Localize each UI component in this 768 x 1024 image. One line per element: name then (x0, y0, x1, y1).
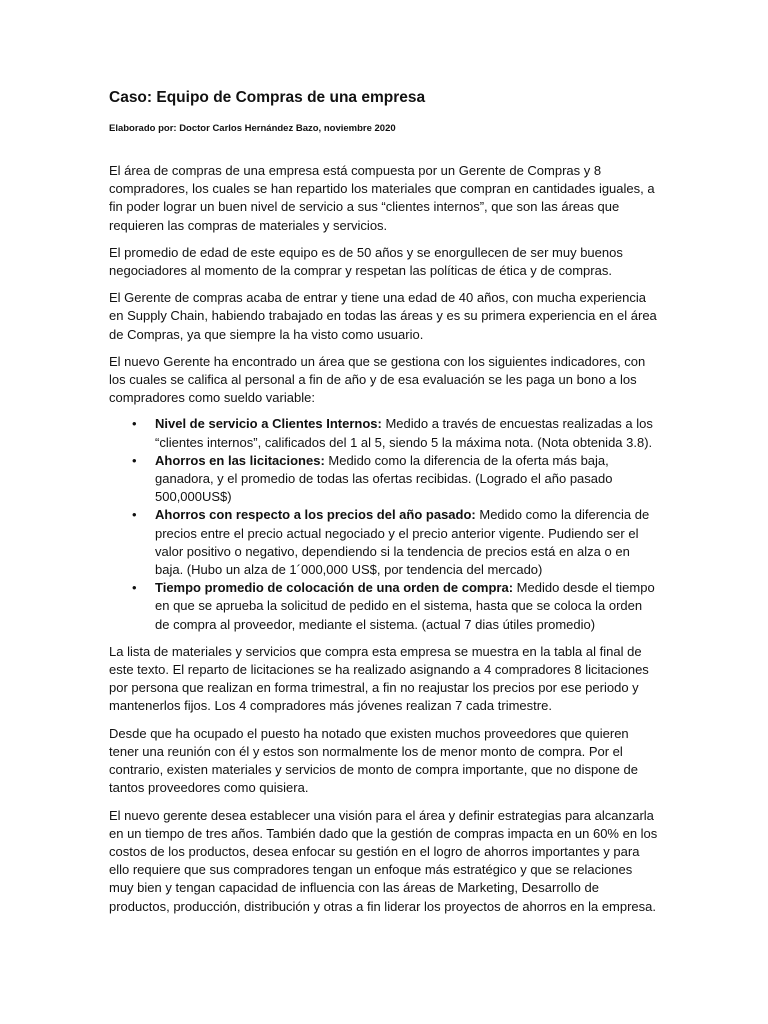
paragraph-after-2: Desde que ha ocupado el puesto ha notado que existen muchos proveedores que quieren tener una reunión con él y estos son normalmente los de menor monto de compra. Por el contrario, existen materiales y servicios de monto de compra importante, que no dispone de tantos proveedores como quisiera. (109, 725, 638, 796)
bullet-icon: • (132, 580, 137, 596)
indicator-list (109, 415, 660, 633)
author-line: Elaborado por: Doctor Carlos Hernández Bazo, noviembre 2020 (109, 123, 396, 134)
paragraph-intro-2: El promedio de edad de este equipo es de 50 años y se enorgullecen de ser muy buenos negociadores al momento de la comprar y respetan las políticas de ética y de compras. (109, 244, 623, 279)
paragraph-intro-1: El área de compras de una empresa está compuesta por un Gerente de Compras y 8 compradores, los cuales se han repartido los materiales que compran en cantidades iguales, a fin poder lograr un buen nivel de servicio a sus “clientes internos”, que son las áreas que requieren las compras de materiales y servicios. (109, 163, 655, 233)
paragraph-after-1: La lista de materiales y servicios que compra esta empresa se muestra en la tabla al final de este texto. El reparto de licitaciones se ha realizado asignando a 4 compradores 8 licitaciones por persona que realizan en forma trimestral, a fin no reajustar los precios por ese periodo y mantenerlos fijos. Los 4 compradores más jóvenes realizan 7 cada trimestre. (109, 643, 649, 714)
indicator-term: Ahorros con respecto a los precios del año pasado: (155, 507, 476, 523)
indicator-text: Medido como la diferencia de la oferta más baja, ganadora, y el promedio de todas las ofertas recibidas. (Logrado el año pasado 500,000US$) (155, 452, 613, 505)
paragraph-intro-4: El nuevo Gerente ha encontrado un área que se gestiona con los siguientes indicadores, con los cuales se califica al personal a fin de año y de esa evaluación se les paga un bono a los compradores como sueldo variable: (109, 353, 646, 406)
indicator-item (132, 506, 660, 579)
bullet-icon: • (132, 416, 137, 432)
indicator-text: Medido desde el tiempo en que se aprueba la solicitud de pedido en el sistema, hasta que se coloca la orden de compra al proveedor, mediante el sistema. (actual 7 dias útiles promedio) (155, 580, 655, 632)
indicator-item (132, 415, 660, 451)
indicator-text: Medido a través de encuestas realizadas a los “clientes internos”, calificados del 1 al 5, siendo 5 la máxima nota. (Nota obtenida 3.8). (155, 416, 653, 450)
bullet-icon: • (132, 452, 137, 468)
indicator-item (132, 579, 660, 634)
paragraph-after-3: El nuevo gerente desea establecer una visión para el área y definir estrategias para alcanzarla en un tiempo de tres años. También dado que la gestión de compras impacta en un 60% en los costos de los productos, desea enfocar su gestión en el logro de ahorros importantes y para ello requiere que sus compradores tengan un enfoque más estratégico y que se relaciones muy bien y tengan capacidad de influencia con las áreas de Marketing, Desarrollo de productos, producción, distribución y otras a fin liderar los proyectos de ahorros en la empresa. (109, 807, 658, 914)
indicator-item (132, 452, 660, 507)
indicator-text: Medido como la diferencia de precios entre el precio actual negociado y el precio anterior vigente. Pudiendo ser el valor positivo o negativo, dependiendo si la tendencia de precios está en alza o en baja. (Hubo un alza de 1´000,000 US$, por tendencia del mercado) (155, 507, 650, 578)
bullet-icon: • (132, 507, 137, 523)
indicator-term: Nivel de servicio a Clientes Internos: (155, 416, 382, 432)
indicator-term: Tiempo promedio de colocación de una orden de compra: (155, 580, 514, 596)
paragraph-intro-3: El Gerente de compras acaba de entrar y tiene una edad de 40 años, con mucha experiencia en Supply Chain, habiendo trabajado en todas las áreas y es su primera experiencia en el área de Compras, ya que siempre la ha visto como usuario. (109, 290, 657, 342)
indicator-term: Ahorros en las licitaciones: (155, 452, 325, 468)
document-title: Caso: Equipo de Compras de una empresa (109, 89, 426, 106)
